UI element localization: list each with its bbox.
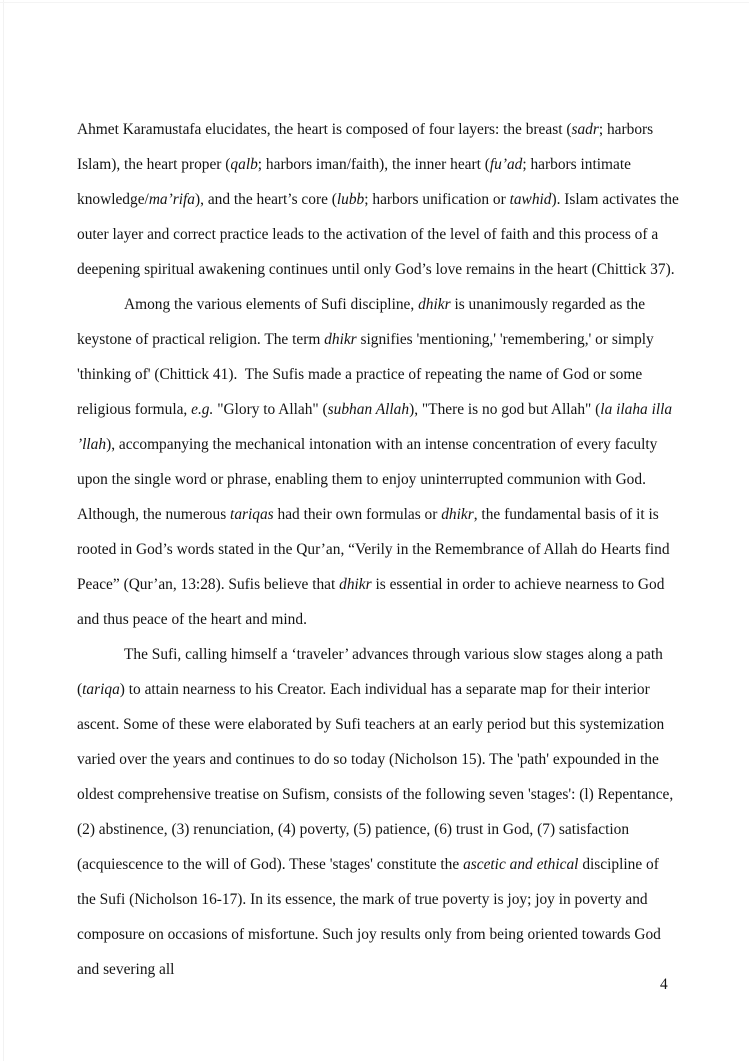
paragraph-heart-layers: Ahmet Karamustafa elucidates, the heart is composed of four layers: the breast (sadr; harbors Islam), the heart proper (qalb; harbors iman/faith), the inner heart (fu’ad; harbors intimate knowledge/ma’rifa), and the heart’s core (lubb; harbors unification or tawhid). Islam activates the outer layer and correct practice leads to the activation of the level of faith and this process of a deepening spiritual awakening continues until only God’s love remains in the heart (Chittick 37).: [77, 121, 683, 278]
scan-edge-top: [0, 2, 749, 3]
italic-term: dhikr: [324, 331, 357, 348]
italic-term: tariqa: [82, 681, 120, 698]
paragraph-dhikr: Among the various elements of Sufi discipline, dhikr is unanimously regarded as the keystone of practical religion. The term dhikr signifies 'mentioning,' 'remembering,' or simply 'thinking of' (Chittick 41). The Sufis made a practice of repeating the name of God or some religious formula, e.g. "Glory to Allah" (subhan Allah), "There is no god but Allah" (la ilaha illa ’llah), accompanying the mechanical intonation with an intense concentration of every faculty upon the single word or phrase, enabling them to enjoy uninterrupted communion with God. Although, the numerous tariqas had their own formulas or dhikr, the fundamental basis of it is rooted in God’s words stated in the Qur’an, “Verily in the Remembrance of Allah do Hearts find Peace” (Qur’an, 13:28). Sufis believe that dhikr is essential in order to achieve nearness to God and thus peace of the heart and mind.: [77, 296, 676, 628]
scan-edge-left: [3, 0, 4, 1061]
italic-term: tawhid: [509, 191, 552, 208]
italic-term: tariqas: [230, 506, 274, 523]
italic-term: dhikr: [418, 296, 451, 313]
page-number: 4: [660, 976, 668, 993]
italic-term: ascetic and ethical: [463, 856, 579, 873]
italic-term: e.g.: [191, 401, 214, 418]
italic-term: la ilaha illa ’llah: [77, 401, 676, 453]
italic-term: subhan Allah: [327, 401, 410, 418]
page-text-body: [77, 112, 681, 987]
italic-term: sadr: [571, 121, 599, 138]
italic-term: dhikr: [441, 506, 474, 523]
italic-term: ma’rifa: [148, 191, 195, 208]
italic-term: dhikr: [339, 576, 372, 593]
italic-term: lubb: [336, 191, 365, 208]
italic-term: qalb: [230, 156, 258, 173]
italic-term: fu’ad: [489, 156, 523, 173]
paragraph-traveler-stages: The Sufi, calling himself a ‘traveler’ advances through various slow stages along a path (tariqa) to attain nearness to his Creator. Each individual has a separate map for their interior ascent. Some of these were elaborated by Sufi teachers at an early period but this systemization varied over the years and continues to do so today (Nicholson 15). The 'path' expounded in the oldest comprehensive treatise on Sufism, consists of the following seven 'stages': (l) Repentance, (2) abstinence, (3) renunciation, (4) poverty, (5) patience, (6) trust in God, (7) satisfaction (acquiescence to the will of God). These 'stages' constitute the ascetic and ethical discipline of the Sufi (Nicholson 16-17). In its essence, the mark of true poverty is joy; joy in poverty and composure on occasions of misfortune. Such joy results only from being oriented towards God and severing all: [77, 646, 678, 978]
